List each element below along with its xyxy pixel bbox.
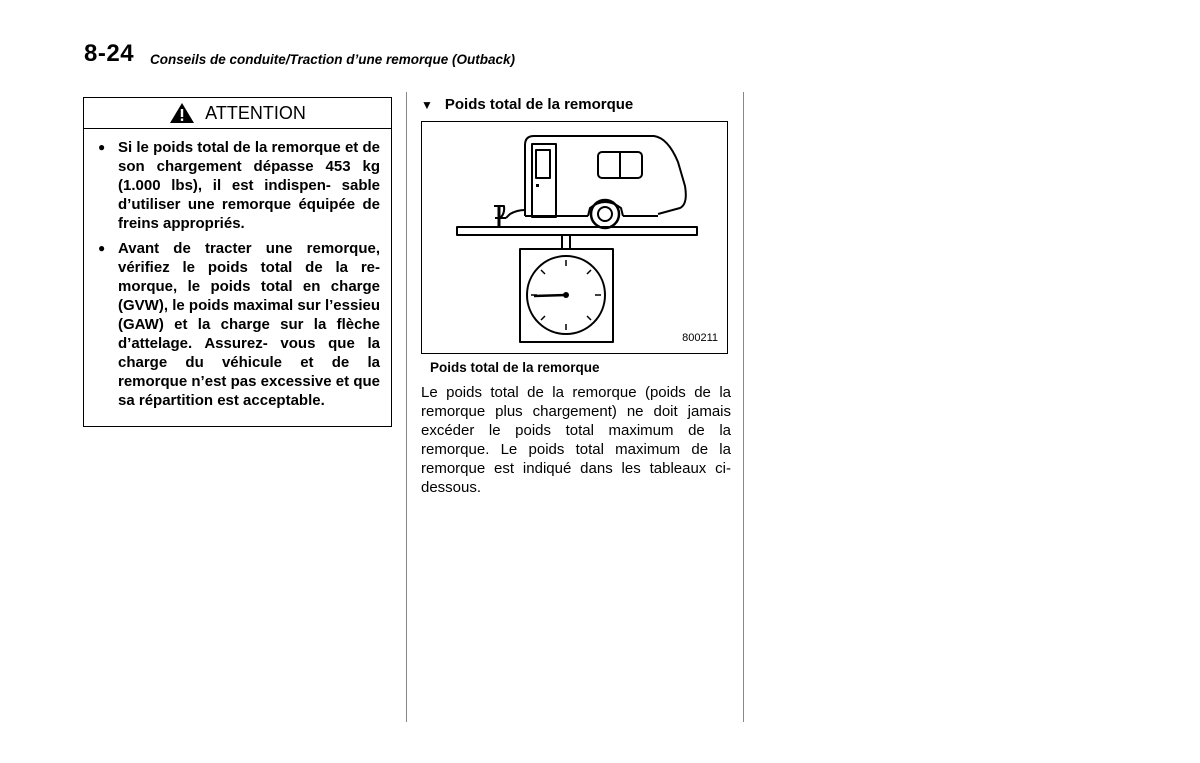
attention-item bbox=[96, 138, 380, 233]
warning-triangle-icon bbox=[169, 102, 195, 124]
attention-box bbox=[83, 97, 392, 427]
attention-header bbox=[84, 98, 391, 129]
attention-item bbox=[96, 239, 380, 410]
attention-item-text: Avant de tracter une remorque, vérifiez le poids total de la re- morque, le poids total en charge (GVW), le poids maximal sur l’essieu (GAW) et la charge sur la flèche d’attelage. Assurez- vous que la charge du véhicule et de la remorque n’est pas excessive et que sa répartition est acceptable. bbox=[118, 240, 380, 409]
bullet-icon: ● bbox=[98, 140, 106, 154]
body-paragraph: Le poids total de la remorque (poids de la remorque plus chargement) ne doit jamais excéder le poids total maximum de la remorque. Le poids total maximum de la remorque est indiqué dans les tableaux ci- dessous. bbox=[421, 384, 731, 496]
column-divider-left bbox=[406, 92, 407, 722]
bullet-icon: ● bbox=[98, 241, 106, 255]
header-title: Conseils de conduite/Traction d’une remorque (Outback) bbox=[150, 52, 516, 67]
figure-code: 800211 bbox=[682, 332, 718, 344]
attention-list bbox=[84, 129, 391, 410]
attention-item-text: Si le poids total de la remorque et de son chargement dépasse 453 kg (1.000 lbs), il est indispen- sable d’utiliser une remorque équipée de freins appropriés. bbox=[118, 139, 380, 232]
attention-label: ATTENTION bbox=[205, 102, 306, 123]
page-number: 8-24 bbox=[84, 40, 135, 67]
trailer-scale-illustration bbox=[422, 122, 727, 353]
section-heading-text: Poids total de la remorque bbox=[444, 96, 634, 113]
triangle-down-icon: ▼ bbox=[421, 97, 433, 112]
column-divider-right bbox=[743, 92, 744, 722]
figure-caption: Poids total de la remorque bbox=[430, 360, 600, 375]
figure-box bbox=[421, 121, 728, 354]
section-heading bbox=[421, 96, 633, 113]
